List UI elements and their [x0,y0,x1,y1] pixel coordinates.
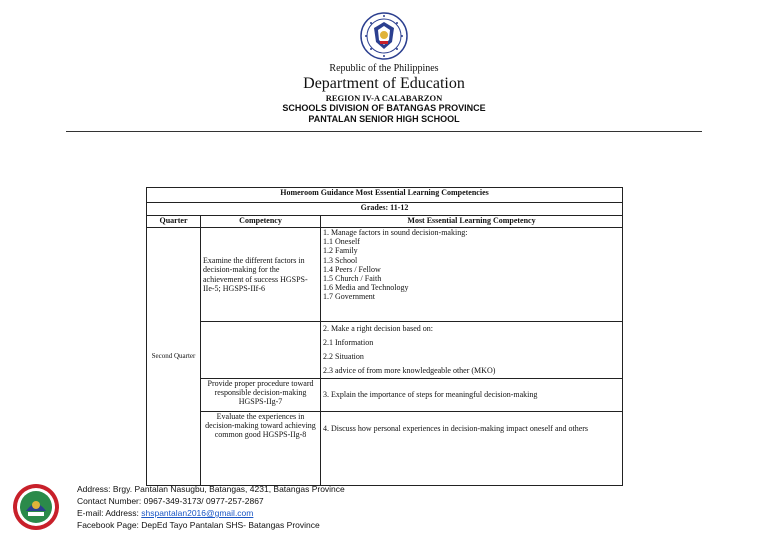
table-grades-row [147,203,623,216]
division-label: SCHOOLS DIVISION OF BATANGAS PROVINCE [282,103,486,113]
melc-line: 1. Manage factors in sound decision-making: [323,228,468,237]
competency-cell: Examine the different factors in decision-making for the achievement of success HGSPS-IIe-5; HGSPS-IIf-6 [201,228,321,322]
footer-contact-number: Contact Number: 0967-349-3173/ 0977-257-2867 [77,496,264,506]
table-row [147,379,623,412]
melc-line: 1.7 Government [323,292,375,302]
melc-line: 1.1 Oneself [323,237,360,247]
column-header-quarter: Quarter [147,216,201,228]
email-link[interactable]: shspantalan2016@gmail.com [141,508,254,518]
melc-cell [321,379,623,412]
melc-line: 2. Make a right decision based on: [323,324,433,333]
republic-label: Republic of the Philippines [329,63,439,74]
melc-line: 1.5 Church / Faith [323,273,382,283]
footer-facebook: Facebook Page: DepEd Tayo Pantalan SHS- Batangas Province [77,520,320,530]
table-title-row [147,188,623,203]
school-logo [12,483,60,531]
melc-cell [321,322,623,379]
melc-line: 1.4 Peers / Fellow [323,264,381,274]
melc-line: 1.2 Family [323,246,358,256]
region-label: REGION IV-A CALABARZON [325,93,443,103]
footer-email-line [77,507,345,519]
footer-email-label: E-mail: Address: [77,508,142,518]
melc-line: 4. Discuss how personal experiences in decision-making impact oneself and others [323,424,589,433]
table-row [147,322,623,379]
header-divider [66,131,702,132]
column-header-melc: Most Essential Learning Competency [321,216,623,228]
column-header-competency: Competency [201,216,321,228]
competency-cell: Evaluate the experiences in decision-making toward achieving common good HGSPS-IIg-8 [201,412,321,486]
competency-cell [201,322,321,379]
table-row [147,412,623,486]
melc-line: 1.3 School [323,255,358,265]
melc-cell [321,228,623,322]
melc-line: 2.2 Situation [323,352,364,361]
melc-table [146,187,623,486]
footer-address: Address: Brgy. Pantalan Nasugbu, Batangas, 4231, Batangas Province [77,484,345,494]
table-row [147,228,623,322]
melc-line: 1.6 Media and Technology [323,283,409,293]
footer-contact [77,483,345,531]
competency-cell: Provide proper procedure toward responsible decision-making HGSPS-IIg-7 [201,379,321,412]
department-title: Department of Education [303,75,465,92]
table-title: Homeroom Guidance Most Essential Learning Competencies [147,188,623,203]
quarter-cell: Second Quarter [147,228,201,486]
melc-line: 2.1 Information [323,338,374,347]
melc-line: 3. Explain the importance of steps for meaningful decision-making [323,390,538,400]
school-name: PANTALAN SENIOR HIGH SCHOOL [308,114,460,124]
melc-cell [321,412,623,486]
table-header-row [147,216,623,228]
melc-line: 2.3 advice of from more knowledgeable other (MKO) [323,366,496,375]
table-grades: Grades: 11-12 [147,203,623,216]
deped-seal-logo [360,12,408,60]
